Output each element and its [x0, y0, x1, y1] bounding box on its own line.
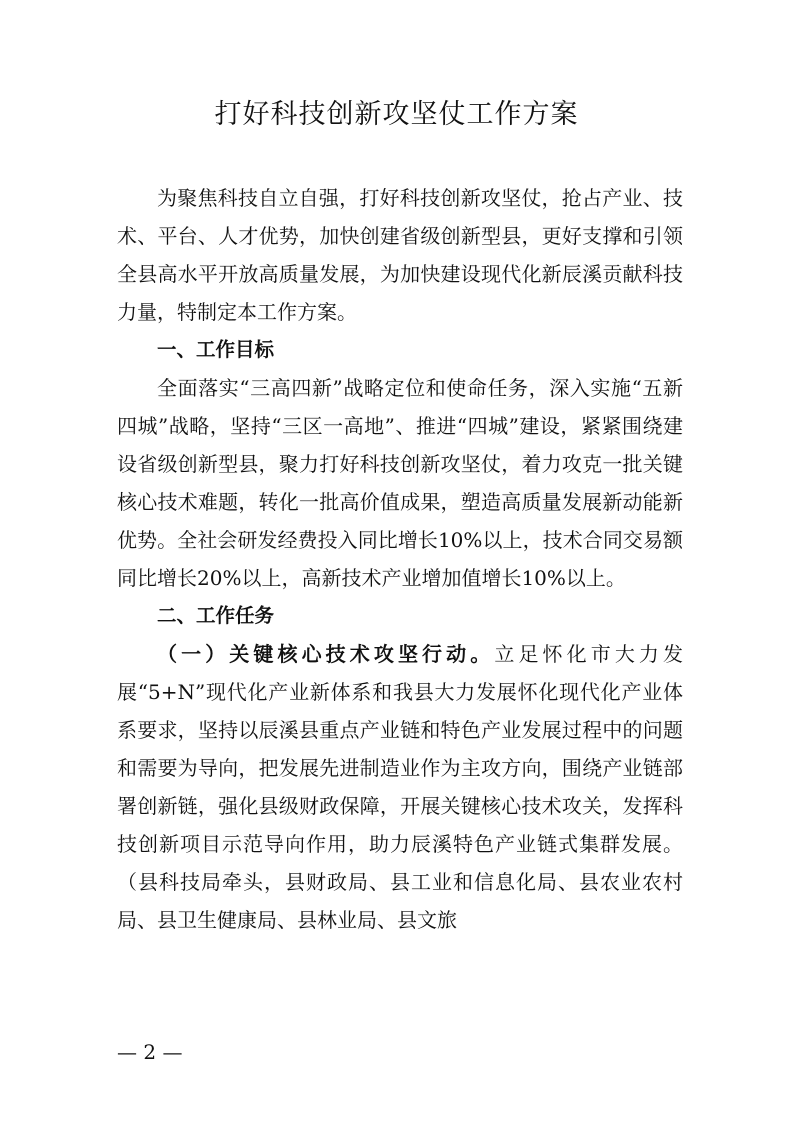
task-paragraph-1	[117, 635, 683, 939]
document-body	[117, 179, 683, 939]
section-heading-goals: 一、工作目标	[157, 338, 275, 361]
task-1-body: 立足怀化市大力发展“5+N”现代化产业新体系和我县大力发展怀化现代化产业体系要求，坚持以辰溪县重点产业链和特色产业发展过程中的问题和需要为导向，把发展先进制造业作为主攻方向，围绕产业链部署创新链，强化县级财政保障，开展关键核心技术攻关，发挥科技创新项目示范导向作用，助力辰溪特色产业链式集群发展。（县科技局牵头，县财政局、县工业和信息化局、县农业农村局、县卫生健康局、县林业局、县文旅	[117, 642, 684, 932]
document-title: 打好科技创新攻坚仗工作方案	[214, 99, 579, 130]
section-heading-tasks: 二、工作任务	[157, 604, 275, 627]
task-1-lead: （一）关键核心技术攻坚行动。	[157, 642, 495, 666]
page-number: — 2 —	[117, 1040, 183, 1064]
goals-paragraph: 全面落实“三高四新”战略定位和使命任务，深入实施“五新四城”战略，坚持“三区一高地”、推进“四城”建设，紧紧围绕建设省级创新型县，聚力打好科技创新攻坚仗，着力攻克一批关键核心技术难题，转化一批高价值成果，塑造高质量发展新动能新优势。全社会研发经费投入同比增长10%以上，技术合同交易额同比增长20%以上，高新技术产业增加值增长10%以上。	[117, 376, 683, 590]
intro-paragraph: 为聚焦科技自立自强，打好科技创新攻坚仗，抢占产业、技术、平台、人才优势，加快创建省级创新型县，更好支撑和引领全县高水平开放高质量发展，为加快建设现代化新辰溪贡献科技力量，特制定本工作方案。	[117, 186, 683, 324]
